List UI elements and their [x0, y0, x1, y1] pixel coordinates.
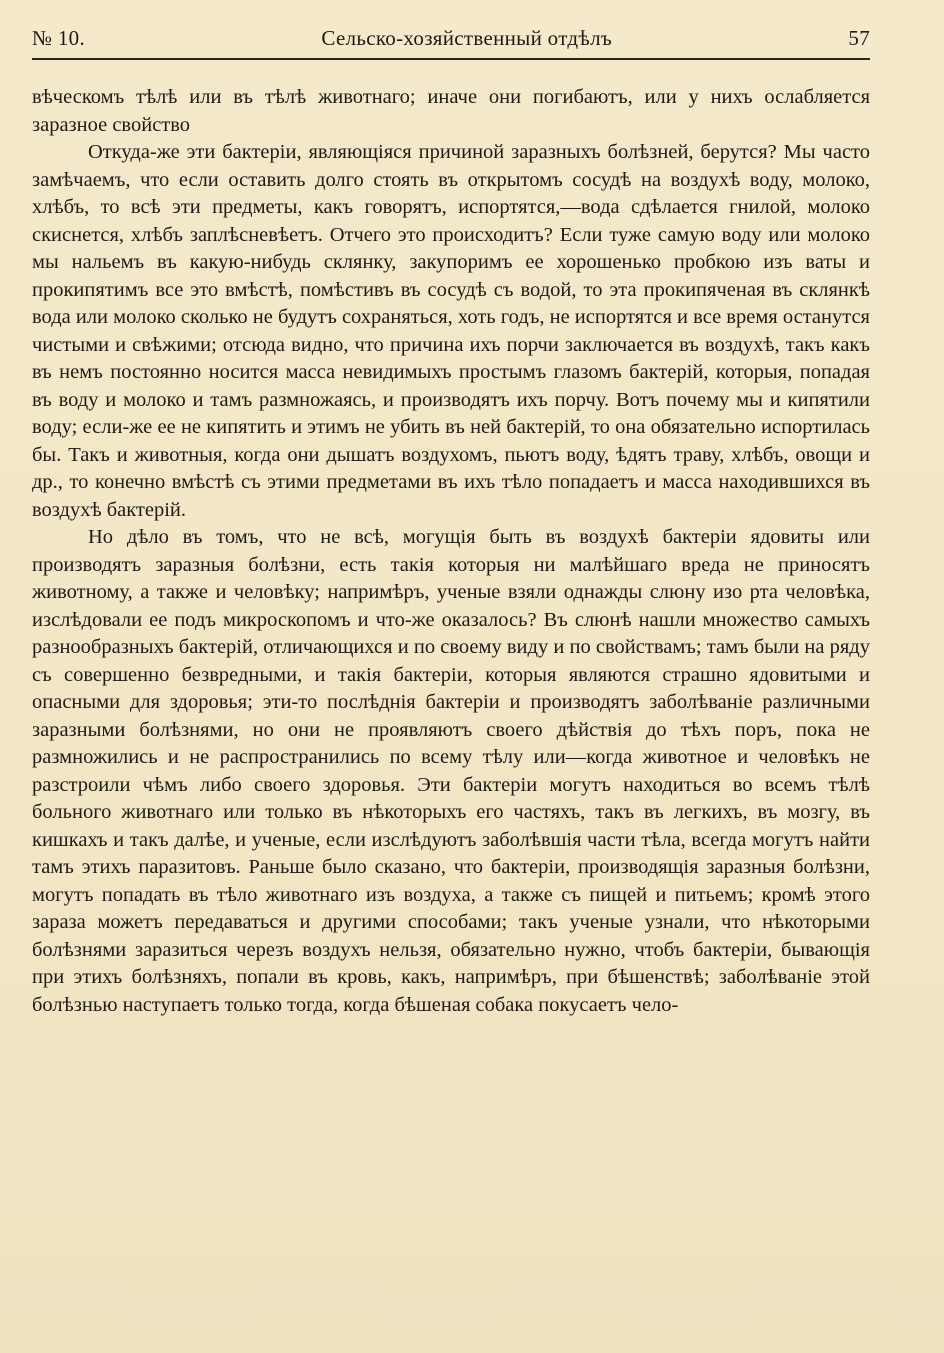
header-divider	[32, 58, 870, 60]
paragraph: Откуда-же эти бактеріи, являющіяся причиной заразныхъ болѣзней, берутся? Мы часто замѣчаемъ, что если оставить долго стоять въ открытомъ сосудѣ на воздухѣ воду, молоко, хлѣбъ, то всѣ эти предметы, какъ говорятъ, испортятся,—вода сдѣлается гнилой, молоко скиснется, хлѣбъ заплѣсневѣетъ. Отчего это происходитъ? Если туже самую воду или молоко мы нальемъ въ какую-нибудь склянку, закупоримъ ее хорошенько пробкою изъ ваты и прокипятимъ все это вмѣстѣ, помѣстивъ въ сосудѣ съ водой, то эта прокипяченая въ склянкѣ вода или молоко сколько не будутъ сохраняться, хоть годъ, не испортятся и все время останутся чистыми и свѣжими; отсюда видно, что причина ихъ порчи заключается въ воздухѣ, такъ какъ въ немъ постоянно носится масса невидимыхъ простымъ глазомъ бактерій, которыя, попадая въ воду и молоко и тамъ размножаясь, и производятъ ихъ порчу. Вотъ почему мы и кипятили воду; если-же ее не кипятить и этимъ не убить въ ней бактерій, то она обязательно испортилась бы. Такъ и животныя, когда они дышатъ воздухомъ, пьютъ воду, ѣдятъ траву, хлѣбъ, овощи и др., то конечно вмѣстѣ съ этими предметами въ ихъ тѣло попадаетъ и масса находившихся въ воздухѣ бактерій.	[32, 141, 870, 521]
article-body	[32, 84, 870, 1019]
issue-number: № 10.	[32, 26, 86, 50]
page-number: 57	[848, 26, 870, 50]
running-header	[32, 26, 870, 58]
paragraph-continuation: вѣческомъ тѣлѣ или въ тѣлѣ животнаго; иначе они погибаютъ, или у нихъ ослабляется заразное свойство	[32, 86, 870, 136]
section-title: Сельско-хозяйственный отдѣлъ	[321, 26, 613, 50]
paragraph: Но дѣло въ томъ, что не всѣ, могущія быть въ воздухѣ бактеріи ядовиты или производятъ заразныя болѣзни, есть такія которыя ни малѣйшаго вреда не приносятъ животному, а также и человѣку; напримѣръ, ученые взяли однажды слюну изо рта человѣка, изслѣдовали ее подъ микроскопомъ и что-же оказалось? Въ слюнѣ нашли множество самыхъ разнообразныхъ бактерій, отличающихся и по своему виду и по свойствамъ; тамъ были на ряду съ совершенно безвредными, и такія бактеріи, которыя являются страшно ядовитыми и опасными для здоровья; эти-то послѣднія бактеріи и производятъ заболѣваніе различными заразными болѣзнями, но они не проявляютъ своего дѣйствія до тѣхъ поръ, пока не размножились и не распространились по всему тѣлу или—когда животное и человѣкъ не разстроили чѣмъ либо своего здоровья. Эти бактеріи могутъ находиться во всемъ тѣлѣ больного животнаго или только въ нѣкоторыхъ его частяхъ, такъ въ легкихъ, въ мозгу, въ кишкахъ и такъ далѣе, и ученые, если изслѣдуютъ заболѣвшія части тѣла, всегда могутъ найти тамъ этихъ паразитовъ. Раньше было сказано, что бактеріи, производящія заразныя болѣзни, могутъ попадать въ тѣло животнаго изъ воздуха, а также съ пищей и питьемъ; кромѣ этого зараза можетъ передаваться и другими способами; такъ ученые узнали, что нѣкоторыми болѣзнями заразиться черезъ воздухъ нельзя, обязательно нужно, чтобъ бактеріи, бывающія при этихъ болѣзняхъ, попали въ кровь, какъ, напримѣръ, при бѣшенствѣ; заболѣваніе этой болѣзнью наступаетъ только тогда, когда бѣшеная собака покусаетъ чело-	[32, 526, 870, 1016]
